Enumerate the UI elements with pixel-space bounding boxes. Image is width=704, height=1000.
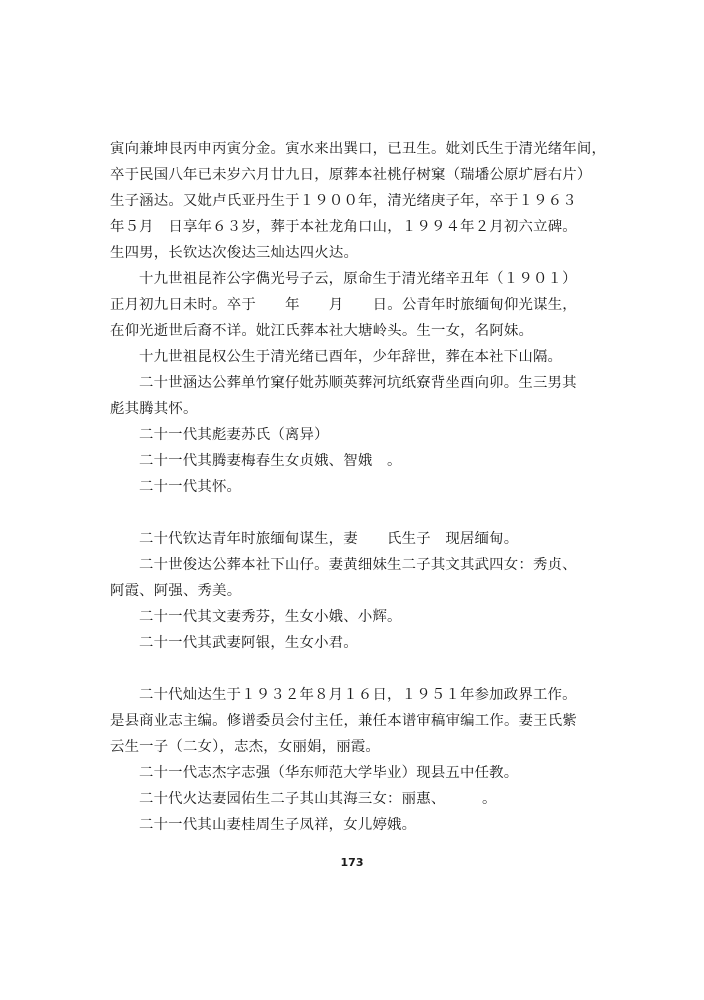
text-line: 二十一代其腾妻梅春生女贞娥、智娥 。 — [139, 453, 402, 469]
text-line: 正月初九日未时。卒于 年 月 日。公青年时旅缅甸仰光谋生， — [110, 297, 577, 313]
text-line: 彪其腾其怀。 — [110, 401, 198, 417]
text-line: 二十一代其彪妻苏氏（离异） — [139, 427, 329, 443]
text-line: 年５月 日享年６３岁，葬于本社龙角口山，１９９４年２月初六立碑。 — [110, 219, 577, 235]
text-line: 二十代火达妻园佑生二子其山其海三女：丽惠、 。 — [139, 791, 497, 807]
paragraph-gap — [110, 500, 650, 526]
paragraph-gap — [110, 656, 650, 682]
text-line: 二十代灿达生于１９３２年８月１６日，１９５１年参加政界工作。 — [139, 687, 577, 703]
text-line: 二十一代其文妻秀芬，生女小娥、小辉。 — [139, 609, 402, 625]
text-line: 卒于民国八年已未岁六月廿九日，原葬本社桃仔树窠（瑞墦公原圹唇右片） — [110, 167, 592, 183]
text-line: 二十一代志杰字志强（华东师范大学毕业）现县五中任教。 — [139, 765, 519, 781]
text-line: 二十一代其怀。 — [139, 479, 242, 495]
page-number: 173 — [340, 856, 364, 869]
text-line: 生四男，长钦达次俊达三灿达四火达。 — [110, 245, 359, 261]
body-text — [110, 136, 650, 838]
text-line: 二十代钦达青年时旅缅甸谋生，妻 氏生子 现居缅甸。 — [139, 531, 519, 547]
text-line: 云生一子（二女），志杰，女丽娟，丽霞。 — [110, 739, 381, 755]
text-line: 在仰光逝世后裔不详。妣江氏葬本社大塘岭头。生一女，名阿妹。 — [110, 323, 534, 339]
text-line: 是县商业志主编。修谱委员会付主任，兼任本谱审稿审编工作。妻王氏紫 — [110, 713, 577, 729]
text-line: 阿霞、阿强、秀美。 — [110, 583, 242, 599]
text-line: 十九世祖昆权公生于清光绪已酉年，少年辞世，葬在本社下山隔。 — [139, 349, 563, 365]
text-line: 二十世涵达公葬单竹窠仔妣苏顺英葬河坑纸寮背坐酉向卯。生三男其 — [139, 375, 577, 391]
text-line: 二十世俊达公葬本社下山仔。妻黄细妹生二子其文其武四女：秀贞、 — [139, 557, 577, 573]
text-line: 十九世祖昆祚公字儁光号子云，原命生于清光绪辛丑年（１９０１） — [139, 271, 577, 287]
text-line: 二十一代其山妻桂周生子凤祥，女儿婷娥。 — [139, 817, 417, 833]
text-line: 二十一代其武妻阿银，生女小君。 — [139, 635, 358, 651]
text-line: 生子涵达。又妣卢氏亚丹生于１９００年，清光绪庚子年，卒于１９６３ — [110, 193, 577, 209]
text-line: 寅向兼坤艮丙申丙寅分金。寅水来出巽口，已丑生。妣刘氏生于清光绪年间， — [110, 141, 607, 157]
